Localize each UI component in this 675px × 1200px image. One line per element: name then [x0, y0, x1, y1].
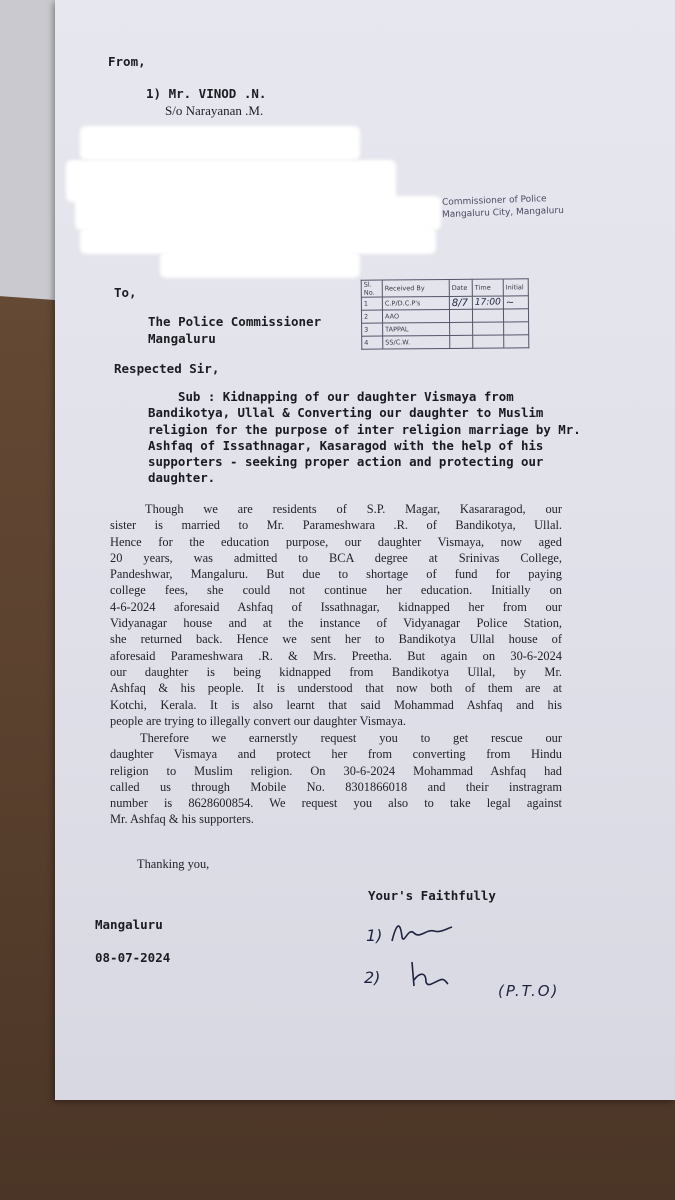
to-label: To,: [114, 285, 137, 300]
paragraph-line: people are trying to illegally convert our daughter Vismaya.: [110, 713, 406, 728]
body-paragraph-2: [110, 730, 562, 828]
paragraph-line: Though we are residents of S.P. Magar, Kasararagod, our: [145, 502, 562, 516]
table-cell: 2: [361, 310, 382, 323]
table-header-cell: Sl. No.: [361, 280, 382, 297]
salutation: Respected Sir,: [114, 361, 220, 376]
table-header-cell: Received By: [382, 279, 449, 297]
recipient-title: The Police Commissioner: [148, 314, 322, 329]
table-row: [362, 335, 529, 349]
table-cell: AAO: [382, 309, 449, 323]
redaction-block: [80, 228, 436, 254]
recipient-city: Mangaluru: [148, 331, 216, 346]
table-cell: 8/7: [449, 296, 472, 309]
table-cell: 1: [361, 297, 382, 310]
subject-line: Sub : Kidnapping of our daughter Vismaya from: [178, 389, 514, 404]
table-cell: [450, 335, 473, 348]
paragraph-line: Hence for the education purpose, our daughter Vismaya, now aged: [110, 534, 562, 549]
subject-line: supporters - seeking proper action and protecting our: [148, 454, 544, 470]
office-stamp-line1: Commissioner of Police: [441, 194, 547, 208]
paragraph-line: 4-6-2024 aforesaid Ashfaq of Issathnagar, kidnapped her from our: [110, 599, 562, 614]
table-cell: [473, 322, 504, 335]
signature-2-number: 2): [364, 968, 381, 987]
pto-note: (P.T.O): [498, 982, 560, 1000]
table-cell: 4: [362, 336, 383, 349]
subject-line: daughter.: [148, 470, 216, 486]
paragraph-line: Ashfaq & his people. It is understood that now both of them are at: [110, 681, 562, 696]
table-header-row: [361, 279, 528, 297]
paragraph-line: Pandeshwar, Mangaluru. But due to shortage of fund for paying: [110, 567, 562, 582]
date: 08-07-2024: [95, 950, 171, 965]
table-cell: [504, 322, 529, 335]
redaction-block: [75, 196, 441, 230]
paragraph-line: Vidyanagar house and at the instance of Vidyanagar Police Station,: [110, 616, 562, 631]
office-stamp-line2: Mangaluru City, Mangaluru: [441, 205, 565, 221]
table-cell: [503, 309, 528, 322]
from-label: From,: [108, 54, 146, 69]
paragraph-line: Mr. Ashfaq & his supporters.: [110, 812, 254, 827]
table-cell: C.P/D.C.P's: [382, 296, 449, 310]
body-paragraph-1: [110, 501, 562, 729]
paragraph-line: religion to Muslim religion. On 30-6-2024 Mohammad Ashfaq had: [110, 763, 562, 778]
sender-name: 1) Mr. VINOD .N.: [146, 86, 267, 101]
table-header-cell: Initial: [503, 279, 528, 296]
paragraph-line: Kotchi, Kerala. It is also learnt that said Mohammad Ashfaq and his: [110, 697, 562, 712]
table-cell: SS/C.W.: [383, 335, 450, 349]
paragraph-line: number is 8628600854. We request you also to take legal against: [110, 796, 562, 811]
signature-1: [386, 915, 456, 951]
redaction-block: [160, 252, 360, 278]
subject-block: [148, 389, 581, 487]
paragraph-line: she returned back. Hence we sent her to Bandikotya Ullal house of: [110, 632, 562, 647]
table-cell: [450, 322, 473, 335]
sender-parent: S/o Narayanan .M.: [165, 103, 264, 118]
closing-line: Your's Faithfully: [368, 888, 496, 903]
subject-line: religion for the purpose of inter religion marriage by Mr.: [148, 421, 581, 437]
table-cell: 17:00: [472, 296, 503, 309]
received-register-stamp: [361, 278, 530, 349]
paragraph-line: 20 years, was admitted to BCA degree at Srinivas College,: [110, 550, 562, 565]
table-cell: [472, 309, 503, 322]
table-header-cell: Date: [449, 279, 472, 296]
paragraph-line: called us through Mobile No. 8301866018 and their instragram: [110, 779, 562, 794]
subject-line: Bandikotya, Ullal & Converting our daughter to Muslim: [148, 405, 544, 421]
place: Mangaluru: [95, 917, 163, 932]
table-header-cell: Time: [472, 279, 503, 296]
redaction-block: [80, 126, 360, 160]
paragraph-line: sister is married to Mr. Parameshwara .R. of Bandikotya, Ullal.: [110, 518, 562, 533]
signature-1-number: 1): [366, 926, 383, 945]
table-cell: [504, 335, 529, 348]
table-cell: [449, 309, 472, 322]
signature-2: [406, 958, 450, 992]
table-cell: 3: [362, 323, 383, 336]
paragraph-line: our daughter is being kidnapped from Bandikotya Ullal, by Mr.: [110, 664, 562, 679]
paragraph-line: Therefore we earnerstly request you to get rescue our: [140, 731, 562, 745]
paragraph-line: college fees, she could not continue her education. Initially on: [110, 583, 562, 598]
thanking-line: Thanking you,: [137, 857, 210, 871]
table-cell: [473, 335, 504, 348]
table-cell: ~: [503, 296, 528, 309]
table-cell: TAPPAL: [383, 322, 450, 336]
paragraph-line: aforesaid Parameshwara .R. & Mrs. Preetha. But again on 30-6-2024: [110, 648, 562, 663]
paragraph-line: daughter Vismaya and protect her from converting from Hindu: [110, 747, 562, 762]
subject-line: Ashfaq of Issathnagar, Kasaragod with the help of his: [148, 437, 544, 453]
